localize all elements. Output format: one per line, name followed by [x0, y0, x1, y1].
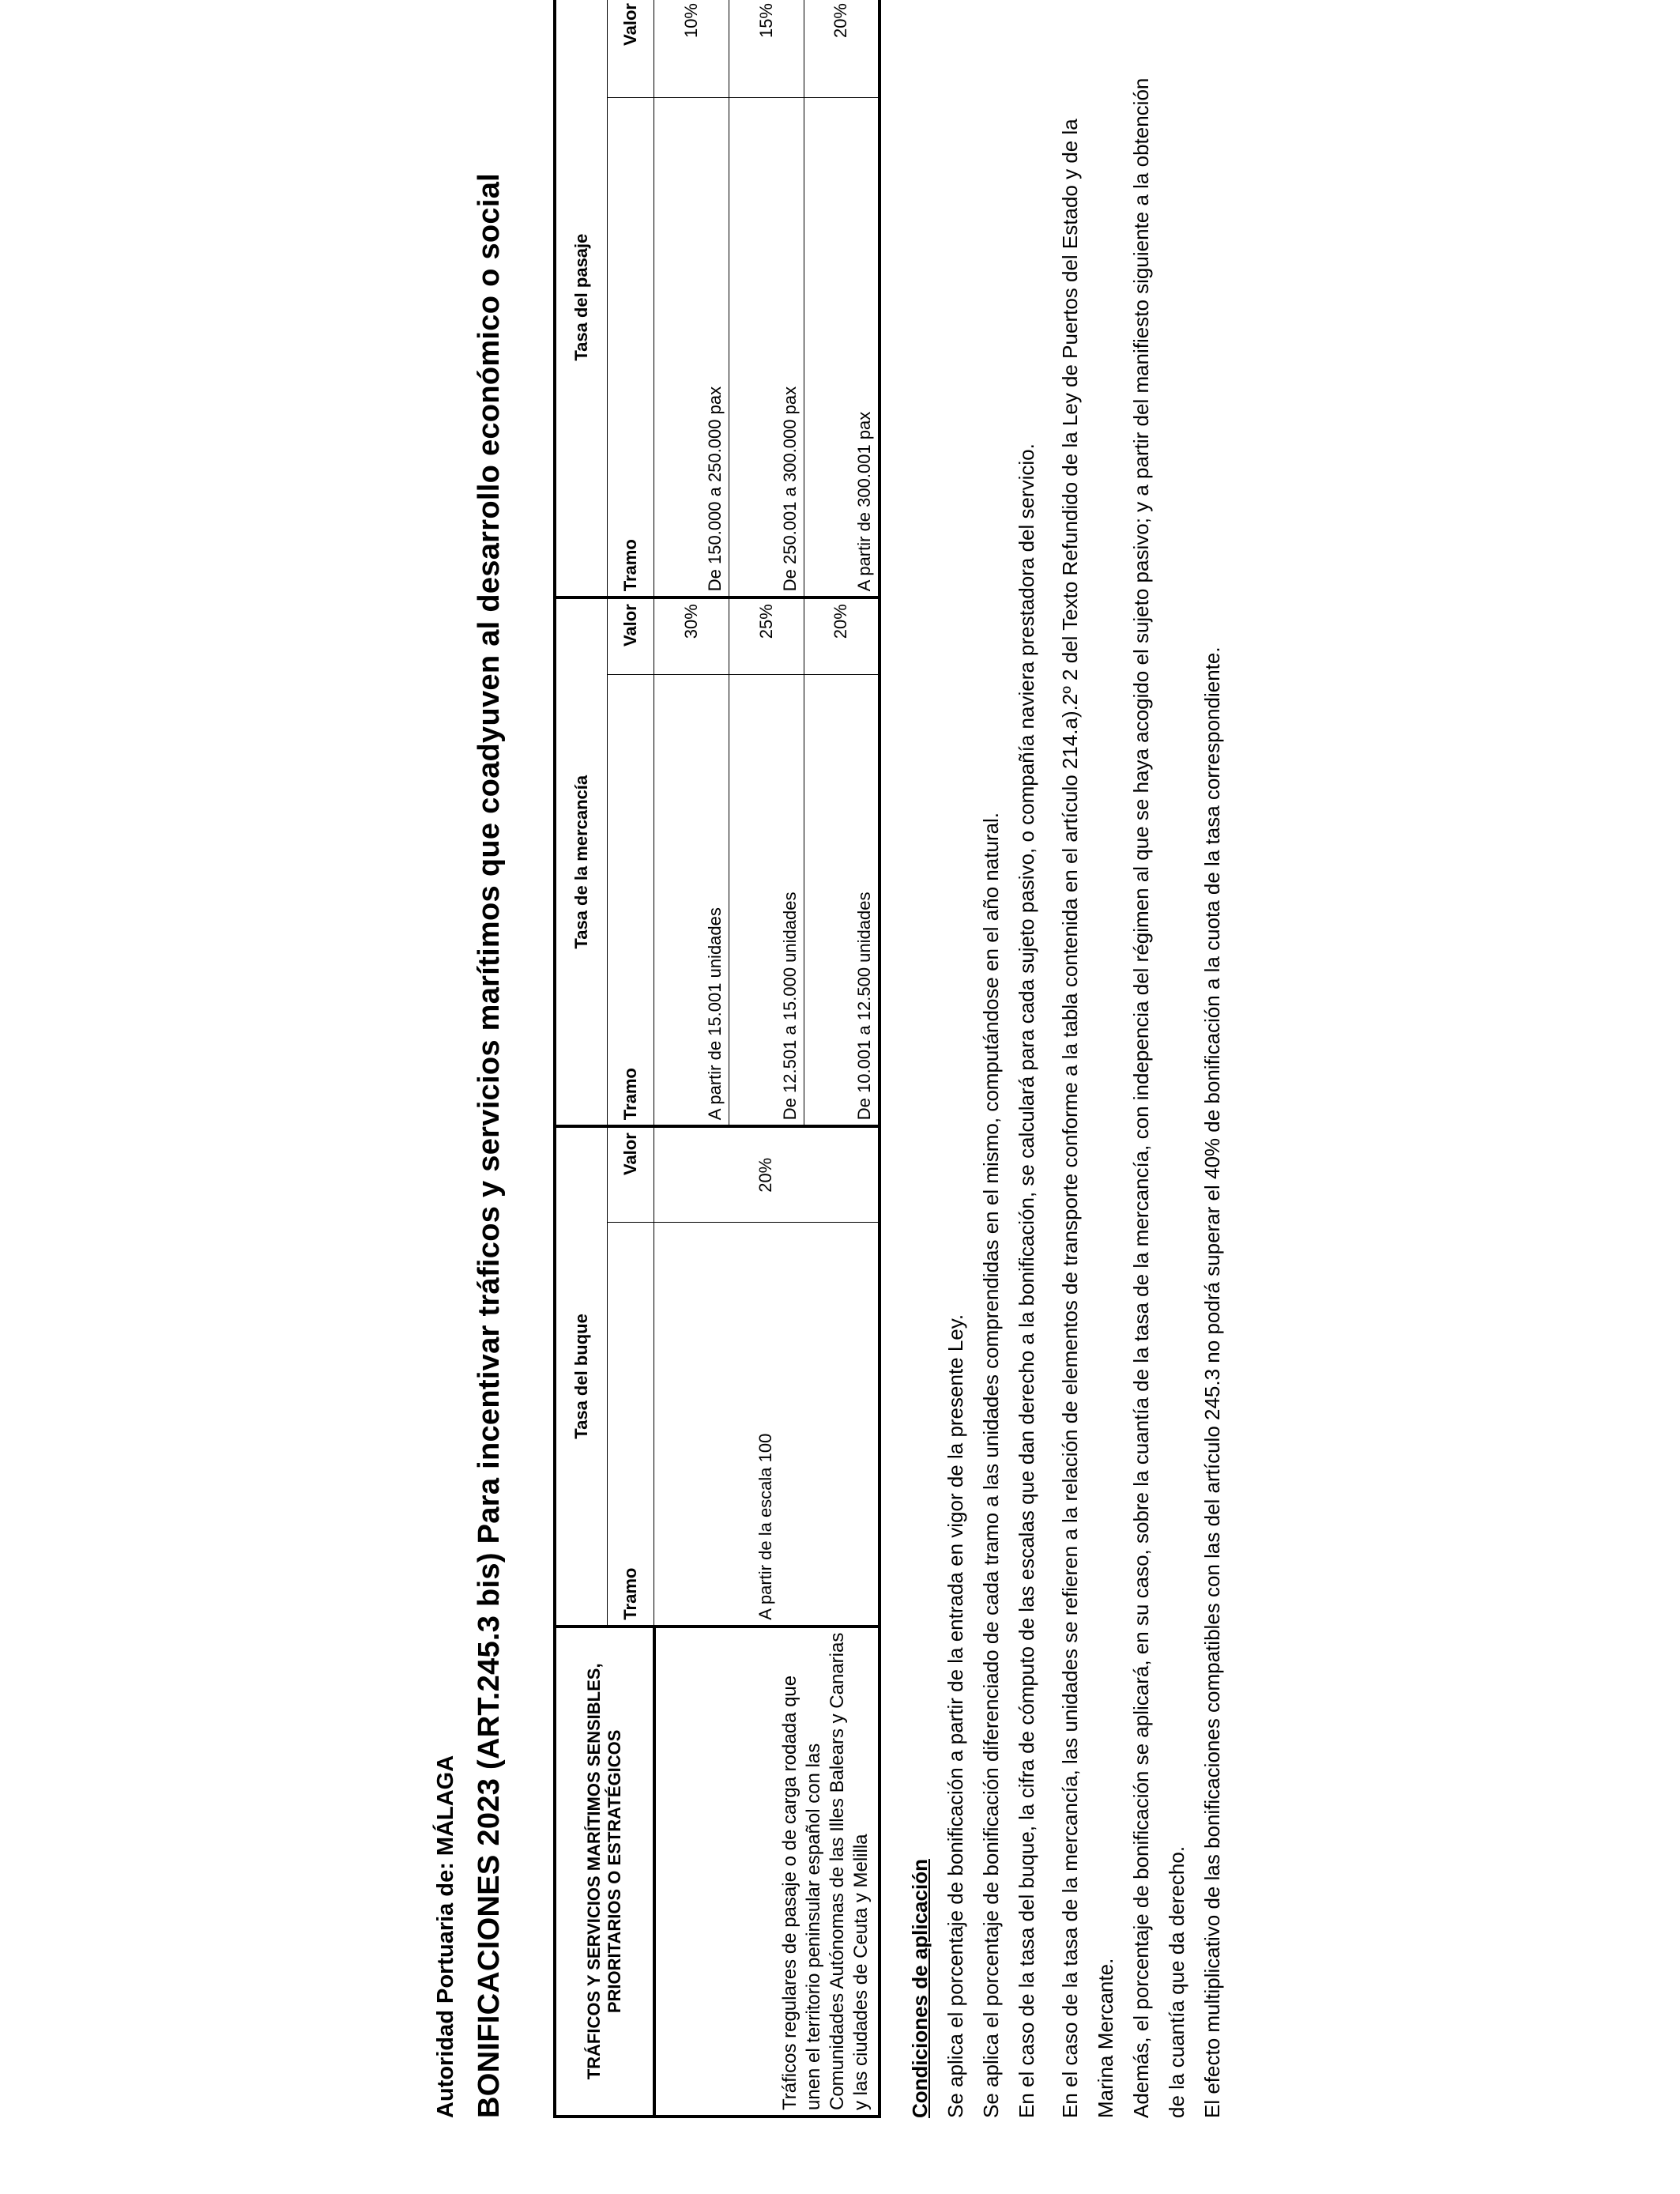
conditions-heading: Condiciones de aplicación: [908, 1859, 932, 2118]
condition-line: El efecto multiplicativo de las bonificaciones compatibles con las del artículo 245.3 no podrá superar el 40% de bonificación a la cuota de la tasa correspondiente.: [1200, 647, 1224, 2118]
mercancia-valor-cell: 20%: [804, 598, 880, 674]
sub-header-tramo: Tramo: [608, 1223, 654, 1627]
main-header: TRÁFICOS Y SERVICIOS MARÍTIMOS SENSIBLES, PRIORITARIOS O ESTRATÉGICOS: [555, 1627, 654, 2117]
group-header-pasaje: Tasa del pasaje: [555, 0, 608, 598]
condition-line: Se aplica el porcentaje de bonificación diferenciado de cada tramo a las unidades comprendidas en el mismo, computándose en el año natural.: [979, 812, 1003, 2118]
pasaje-tramo-cell: A partir de 300.001 pax: [804, 98, 880, 598]
pasaje-valor-cell: 15%: [729, 0, 804, 98]
mercancia-tramo-cell: De 10.001 a 12.500 unidades: [804, 675, 880, 1127]
mercancia-tramo-cell: De 12.501 a 15.000 unidades: [729, 675, 804, 1127]
condition-line: Se aplica el porcentaje de bonificación a partir de la entrada en vigor de la presente Ley.: [944, 1314, 967, 2118]
sub-header-valor: Valor: [608, 0, 654, 98]
bonus-table: [553, 0, 881, 2118]
pasaje-tramo-cell: De 250.001 a 300.000 pax: [729, 98, 804, 598]
paragraph-gap: [1045, 63, 1053, 2118]
traffic-description: Tráficos regulares de pasaje o de carga rodada que unen el territorio peninsular español con las Comunidades Autónomas de las Illes Balears y Canarias y las ciudades de Ceuta y Melilla: [654, 1627, 880, 2117]
pasaje-tramo-cell: De 150.000 a 250.000 pax: [654, 98, 729, 598]
buque-valor-cell: 20%: [654, 1126, 880, 1223]
pasaje-valor-cell: 20%: [804, 0, 880, 98]
group-header-buque: Tasa del buque: [555, 1126, 608, 1626]
sub-header-tramo: Tramo: [608, 675, 654, 1127]
port-authority-label: Autoridad Portuaria de: MÁLAGA: [433, 1755, 458, 2118]
page-title: BONIFICACIONES 2023 (ART.245.3 bis) Para incentivar tráficos y servicios marítimos que coadyuven al desarrollo económico o social: [473, 173, 506, 2118]
buque-tramo-cell: A partir de la escala 100: [654, 1223, 880, 1627]
table-row: [654, 0, 729, 2117]
condition-line: Además, el porcentaje de bonificación se aplicará, en su caso, sobre la cuantía de la tasa de la mercancía, con indepencia del régimen al que se haya acogido el sujeto pasivo; y a partir del manifiesto siguiente a la obtención de la cuantía que da derecho.: [1129, 77, 1188, 2118]
conditions-section: [902, 63, 1230, 2118]
mercancia-tramo-cell: A partir de 15.001 unidades: [654, 675, 729, 1127]
sub-header-valor: Valor: [608, 598, 654, 674]
group-header-mercancia: Tasa de la mercancía: [555, 598, 608, 1126]
mercancia-valor-cell: 30%: [654, 598, 729, 674]
condition-line: En el caso de la tasa de la mercancía, las unidades se refieren a la relación de elementos de transporte conforme a la tabla contenida en el artículo 214.a).2º 2 del Texto Refundido de la Ley de Puertos del Estado y de la Marina Mercante.: [1058, 119, 1117, 2118]
sub-header-tramo: Tramo: [608, 98, 654, 598]
sub-header-valor: Valor: [608, 1126, 654, 1223]
condition-line: En el caso de la tasa del buque, la cifra de cómputo de las escalas que dan derecho a la bonificación, se calculará para cada sujeto pasivo, o compañía naviera prestadora del servicio.: [1015, 443, 1038, 2118]
mercancia-valor-cell: 25%: [729, 598, 804, 674]
pasaje-valor-cell: 10%: [654, 0, 729, 98]
